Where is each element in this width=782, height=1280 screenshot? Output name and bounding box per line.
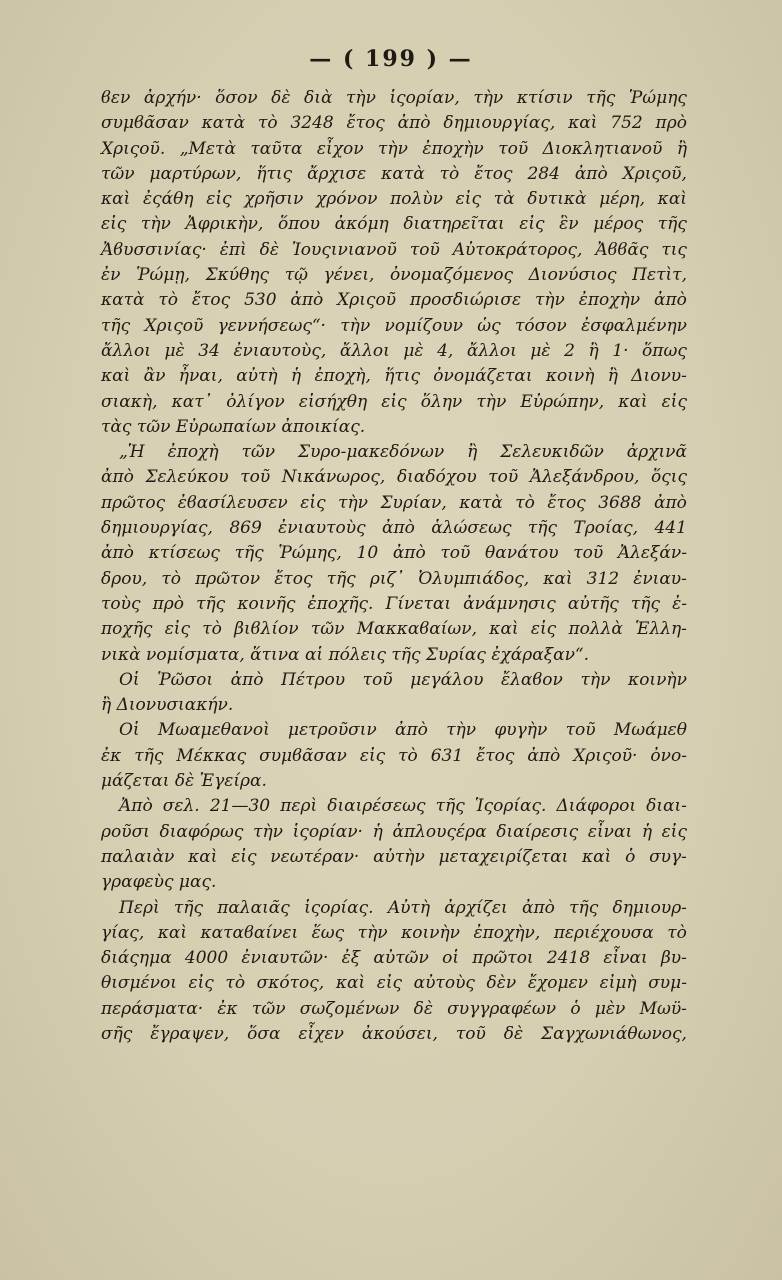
text-line: Ἀπὸ σελ. 21—30 περὶ διαιρέσεως τῆς Ἱςορίας. Διάφοροι διαι-: [119, 796, 687, 817]
text-line: δημιουργίας, 869 ἐνιαυτοὺς ἀπὸ ἁλώσεως τῆς Τροίας, 441: [101, 518, 687, 539]
text-line: θισμένοι εἰς τὸ σκότος, καὶ εἰς αὐτοὺς δὲν ἔχομεν εἰμὴ συμ-: [101, 973, 687, 994]
text-line: τῶν μαρτύρων, ἥτις ἄρχισε κατὰ τὸ ἔτος 284 ἀπὸ Χριςοῦ,: [101, 163, 687, 184]
text-line: δρου, τὸ πρῶτον ἔτος τῆς ριζ᾿ Ὀλυμπιάδος, καὶ 312 ἐνιαυ-: [101, 568, 687, 589]
text-line: τοὺς πρὸ τῆς κοινῆς ἐποχῆς. Γίνεται ἀνάμνησις αὐτῆς τῆς ἐ-: [101, 593, 687, 614]
text-line: ἄλλοι μὲ 34 ἐνιαυτοὺς, ἄλλοι μὲ 4, ἄλλοι μὲ 2 ἢ 1· ὅπως: [101, 340, 687, 361]
text-line: ἢ Διονυσιακήν.: [101, 695, 234, 716]
text-line: ποχῆς εἰς τὸ βιϐλίον τῶν Μακκαϐαίων, καὶ εἰς πολλὰ Ἑλλη-: [101, 619, 687, 640]
text-line: εἰς τὴν Ἀφρικὴν, ὅπου ἀκόμη διατηρεῖται εἰς ἓν μέρος τῆς: [101, 214, 687, 235]
body-text: [101, 86, 687, 1047]
text-line: μάζεται δὲ Ἐγείρα.: [101, 771, 267, 792]
text-line: γραφεὺς μας.: [101, 872, 217, 893]
text-line: „Ἡ ἐποχὴ τῶν Συρο-μακεδόνων ἢ Σελευκιδῶν ἀρχινᾶ: [119, 442, 687, 463]
text-line: ροῦσι διαφόρως τὴν ἱςορίαν· ἡ ἁπλουςέρα διαίρεσις εἶναι ἡ εἰς: [101, 821, 687, 842]
text-line: γίας, καὶ καταϐαίνει ἕως τὴν κοινὴν ἐποχὴν, περιέχουσα τὸ: [101, 922, 687, 943]
text-line: Ἀϐυσσινίας· ἐπὶ δὲ Ἰουςινιανοῦ τοῦ Αὐτοκράτορος, Ἀϐϐᾶς τις: [101, 239, 687, 260]
text-line: ἀπὸ κτίσεως τῆς Ῥώμης, 10 ἀπὸ τοῦ θανάτου τοῦ Ἀλεξάν-: [101, 543, 687, 564]
text-line: ἀπὸ Σελεύκου τοῦ Νικάνωρος, διαδόχου τοῦ Ἀλεξάνδρου, ὅςις: [101, 467, 687, 488]
text-line: σιακὴ, κατ᾿ ὀλίγον εἰσήχθη εἰς ὅλην τὴν Εὐρώπην, καὶ εἰς: [101, 391, 687, 412]
text-line: Οἱ Μωαμεθανοὶ μετροῦσιν ἀπὸ τὴν φυγὴν τοῦ Μωάμεθ: [119, 720, 687, 741]
text-line: κατὰ τὸ ἔτος 530 ἀπὸ Χριςοῦ προσδιώρισε τὴν ἐποχὴν ἀπὸ: [101, 290, 687, 311]
text-line: ἐν Ῥώμῃ, Σκύθης τῷ γένει, ὀνομαζόμενος Διονύσιος Πετὶτ,: [101, 265, 687, 286]
text-line: Οἱ Ῥῶσοι ἀπὸ Πέτρου τοῦ μεγάλου ἔλαϐον τὴν κοινὴν: [119, 669, 687, 690]
text-line: καὶ ἂν ἦναι, αὐτὴ ἡ ἐποχὴ, ἥτις ὀνομάζεται κοινὴ ἢ Διονυ-: [101, 366, 687, 387]
text-line: νικὰ νομίσματα, ἅτινα αἱ πόλεις τῆς Συρίας ἐχάραξαν“.: [101, 644, 589, 665]
text-line: σῆς ἔγραψεν, ὅσα εἶχεν ἀκούσει, τοῦ δὲ Σαγχωνιάθωνος,: [101, 1023, 687, 1044]
text-line: διάςημα 4000 ἐνιαυτῶν· ἐξ αὐτῶν οἱ πρῶτοι 2418 εἶναι βυ-: [101, 948, 687, 969]
text-line: τὰς τῶν Εὐρωπαίων ἀποικίας.: [101, 416, 366, 437]
text-line: Περὶ τῆς παλαιᾶς ἱςορίας. Αὐτὴ ἀρχίζει ἀπὸ τῆς δημιουρ-: [119, 897, 687, 918]
text-line: καὶ ἐςάθη εἰς χρῆσιν χρόνον πολὺν εἰς τὰ δυτικὰ μέρη, καὶ: [101, 189, 687, 210]
text-line: Χριςοῦ. „Μετὰ ταῦτα εἶχον τὴν ἐποχὴν τοῦ Διοκλητιανοῦ ἢ: [101, 138, 687, 159]
text-line: ἐκ τῆς Μέκκας συμϐᾶσαν εἰς τὸ 631 ἔτος ἀπὸ Χριςοῦ· ὀνο-: [101, 745, 687, 766]
text-line: ϐεν ἀρχήν· ὅσον δὲ διὰ τὴν ἱςορίαν, τὴν κτίσιν τῆς Ῥώμης: [101, 88, 687, 108]
text-line: πρῶτος ἐϐασίλευσεν εἰς τὴν Συρίαν, κατὰ τὸ ἔτος 3688 ἀπὸ: [101, 492, 687, 513]
text-line: τῆς Χριςοῦ γεννήσεως“· τὴν νομίζουν ὡς τόσον ἐσφαλμένην: [101, 315, 687, 336]
text-line: περάσματα· ἐκ τῶν σωζομένων δὲ συγγραφέων ὁ μὲν Μωϋ-: [101, 998, 687, 1019]
page-number-header: — ( 199 ) —: [309, 46, 473, 72]
text-line: συμϐᾶσαν κατὰ τὸ 3248 ἔτος ἀπὸ δημιουργίας, καὶ 752 πρὸ: [101, 113, 687, 134]
text-line: παλαιὰν καὶ εἰς νεωτέραν· αὐτὴν μεταχειρίζεται καὶ ὁ συγ-: [101, 846, 687, 867]
